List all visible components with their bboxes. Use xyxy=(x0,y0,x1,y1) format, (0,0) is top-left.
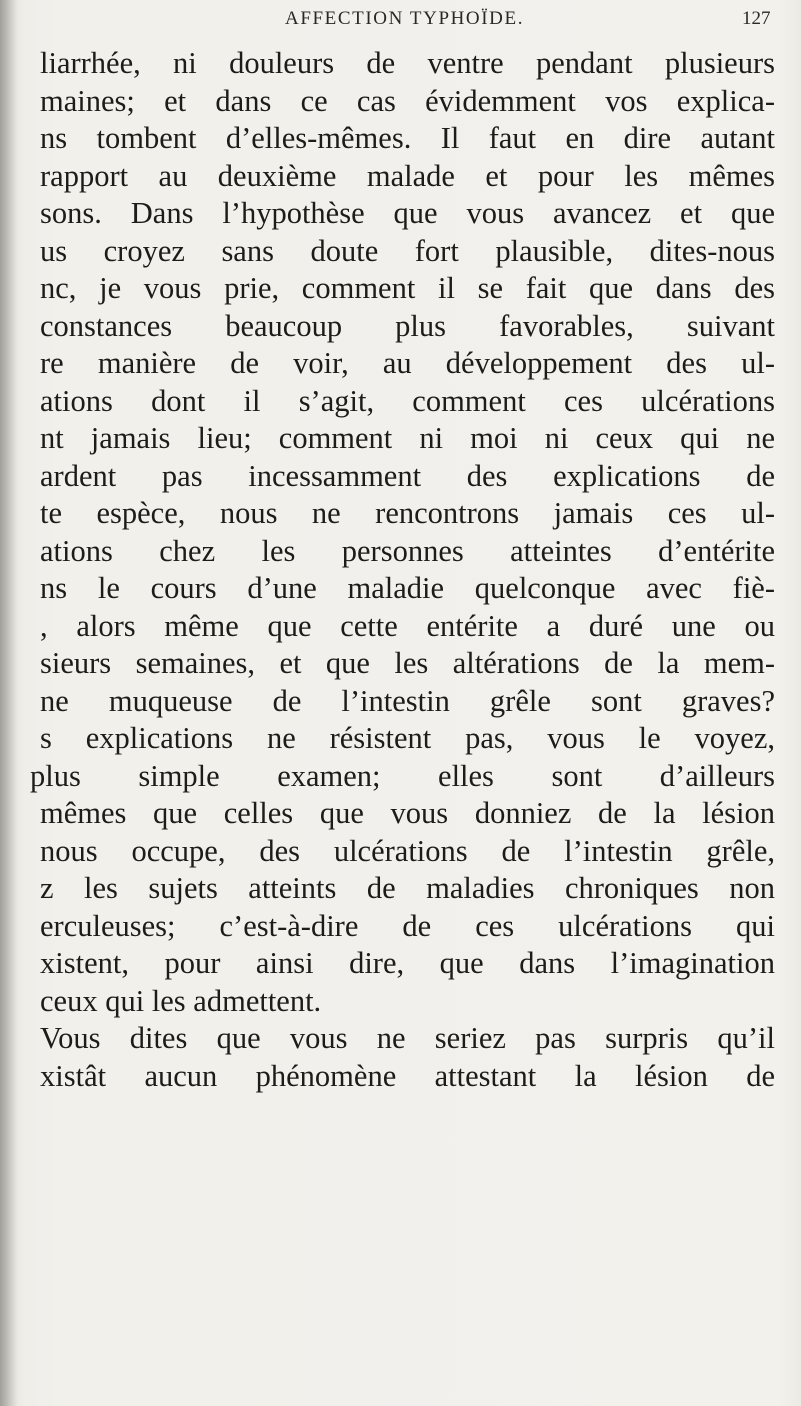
text-line: sons. Dans l’hypothèse que vous avancez et que xyxy=(40,196,775,230)
text-line: xistât aucun phénomène attestant la lésion de xyxy=(40,1058,775,1093)
text-line: ne muqueuse de l’intestin grêle sont graves? xyxy=(40,683,775,718)
text-line: nous occupe, des ulcérations de l’intestin grêle, xyxy=(40,833,775,868)
text-line: , alors même que cette entérite a duré une ou xyxy=(40,608,775,643)
text-line: Vous dites que vous ne seriez pas surpris qu’il xyxy=(40,1021,775,1055)
page-number: 127 xyxy=(742,8,771,29)
text-line: maines; et dans ce cas évidemment vos explica- xyxy=(40,83,775,118)
text-line: nt jamais lieu; comment ni moi ni ceux qui ne xyxy=(40,421,775,455)
text-line: ations dont il s’agit, comment ces ulcérations xyxy=(40,383,775,418)
text-line: ns tombent d’elles-mêmes. Il faut en dire autant xyxy=(40,121,775,155)
text-line: erculeuses; c’est-à-dire de ces ulcérations qui xyxy=(40,908,775,943)
text-line: plus simple examen; elles sont d’ailleurs xyxy=(30,758,775,793)
text-line: constances beaucoup plus favorables, suivant xyxy=(40,308,775,343)
text-line: rapport au deuxième malade et pour les mêmes xyxy=(40,158,775,193)
text-line: mêmes que celles que vous donniez de la lésion xyxy=(40,796,775,830)
text-line: re manière de voir, au développement des ul- xyxy=(40,346,775,380)
text-line: ns le cours d’une maladie quelconque avec fiè- xyxy=(40,571,775,605)
text-line: nc, je vous prie, comment il se fait que dans des xyxy=(40,271,775,305)
running-head xyxy=(0,8,801,38)
text-line: us croyez sans doute fort plausible, dites-nous xyxy=(40,233,775,268)
text-line: ardent pas incessamment des explications de xyxy=(40,458,775,493)
running-head-title: AFFECTION TYPHOÏDE. xyxy=(285,8,525,29)
text-line: s explications ne résistent pas, vous le voyez, xyxy=(40,721,775,755)
text-line: z les sujets atteints de maladies chroniques non xyxy=(40,871,775,905)
text-line: te espèce, nous ne rencontrons jamais ces ul- xyxy=(40,496,775,530)
text-line: xistent, pour ainsi dire, que dans l’imagination xyxy=(40,946,775,980)
text-line: ceux qui les admettent. xyxy=(40,983,322,1018)
binding-gutter-shadow xyxy=(0,0,18,1406)
text-line: ations chez les personnes atteintes d’entérite xyxy=(40,533,775,568)
text-line: sieurs semaines, et que les altérations de la mem- xyxy=(40,646,775,680)
text-line: liarrhée, ni douleurs de ventre pendant plusieurs xyxy=(40,46,775,80)
